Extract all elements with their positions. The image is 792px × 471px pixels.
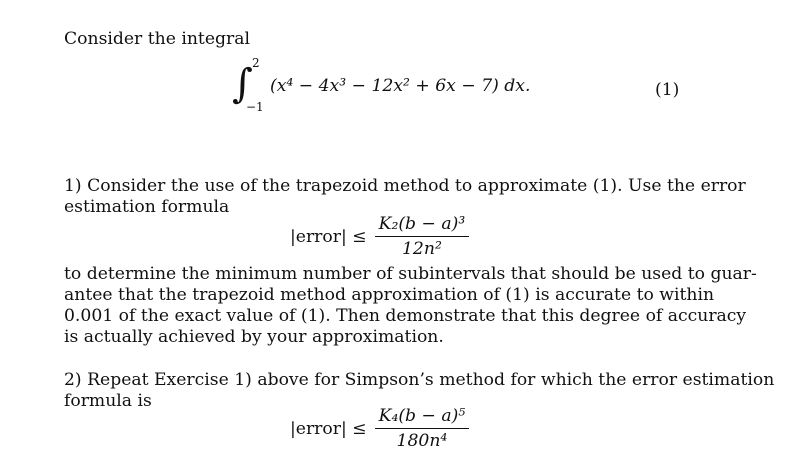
equation-number: (1) (655, 80, 680, 100)
integral-sign: ∫ 2 −1 (232, 56, 264, 114)
exercise1-line4: antee that the trapezoid method approximation of (1) is accurate to within (64, 285, 715, 305)
exercise1-line5: 0.001 of the exact value of (1). Then demonstrate that this degree of accuracy (64, 306, 747, 326)
integral-equation (232, 58, 530, 114)
formula-fraction (375, 214, 470, 259)
exercise1-line3: to determine the minimum number of subintervals that should be used to guar- (64, 264, 757, 284)
exercise1-line1: 1) Consider the use of the trapezoid method to approximate (1). Use the error (64, 176, 746, 196)
formula-fraction (375, 406, 470, 451)
formula-numerator: K₄(b − a)⁵ (375, 406, 470, 429)
integrand: (x⁴ − 4x³ − 12x² + 6x − 7) dx. (270, 76, 531, 96)
exercise1-line6: is actually achieved by your approximation. (64, 327, 444, 347)
simpson-error-formula (290, 406, 469, 451)
exercise1-line2: estimation formula (64, 197, 230, 217)
formula-numerator: K₂(b − a)³ (375, 214, 470, 237)
integral-upper-limit: 2 (252, 56, 260, 70)
formula-denominator: 180n⁴ (396, 431, 448, 451)
intro-text: Consider the integral (64, 29, 250, 49)
formula-lhs: |error| ≤ (290, 418, 367, 439)
exercise2-line2: formula is (64, 391, 152, 411)
formula-lhs: |error| ≤ (290, 226, 367, 247)
formula-denominator: 12n² (402, 239, 442, 259)
trapezoid-error-formula (290, 214, 469, 259)
exercise2-line1: 2) Repeat Exercise 1) above for Simpson’s method for which the error estimation (64, 370, 775, 390)
integral-lower-limit: −1 (246, 100, 264, 114)
